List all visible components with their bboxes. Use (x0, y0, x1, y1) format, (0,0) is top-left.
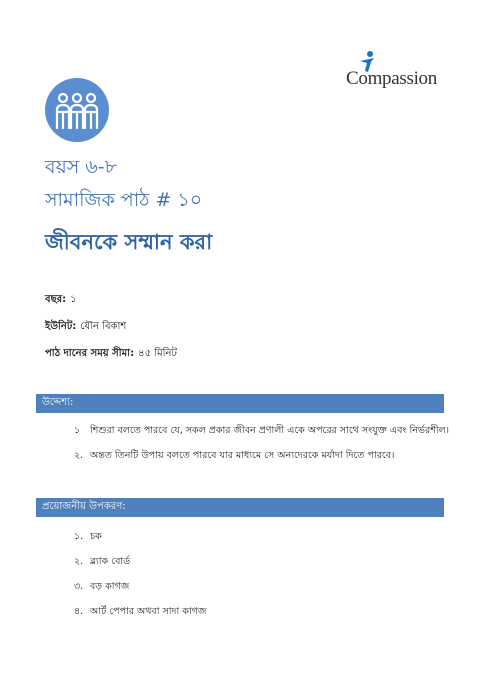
objectives-heading: উদ্দেশ্য: (36, 394, 444, 413)
item-number: ২. (74, 450, 84, 461)
item-text: ব্ল্যাক বোর্ড (90, 556, 131, 567)
meta-unit (45, 319, 126, 336)
meta-time (45, 346, 177, 363)
item-text: বড় কাগজ (90, 581, 130, 592)
item-text: শিশুরা বলতে পারবে যে, সকল প্রকার জীবন প্রণালী একে অপরের সাথে সংযুক্ত এবং নির্ভরশীল। (90, 425, 450, 436)
time-label: পাঠ দানের সময় সীমা: (45, 348, 135, 359)
materials-heading: প্রয়োজনীয় উপকরণ: (36, 498, 444, 517)
meta-year (45, 292, 77, 309)
unit-label: ইউনিট: (45, 321, 77, 332)
item-number: ৩. (74, 581, 84, 592)
item-text: চক (90, 531, 102, 542)
item-text: আর্ট পেপার অথবা সাদা কাগজ (90, 606, 207, 617)
unit-value: যৌন বিকাশ (80, 321, 127, 332)
item-number: ১ (74, 425, 81, 436)
age-range: বয়স ৬-৮ (45, 156, 117, 178)
item-text: অন্তত তিনটি উপায় বলতে পারবে যার মাধ্যমে সে অন্যদেরকে মর্যাদা দিতে পারবে। (90, 450, 395, 461)
page-title: জীবনকে সম্মান করা (45, 230, 213, 254)
item-number: ৪. (74, 606, 84, 617)
year-value: ১ (70, 294, 77, 305)
time-value: ৪৫ মিনিট (138, 348, 177, 359)
item-number: ২. (74, 556, 84, 567)
item-number: ১. (74, 531, 84, 542)
lesson-number: সামাজিক পাঠ # ১০ (45, 189, 203, 211)
brand-name: Compassion (346, 68, 437, 89)
compassion-logo (344, 50, 448, 94)
children-group-icon (45, 78, 109, 142)
year-label: বছর: (45, 294, 67, 305)
